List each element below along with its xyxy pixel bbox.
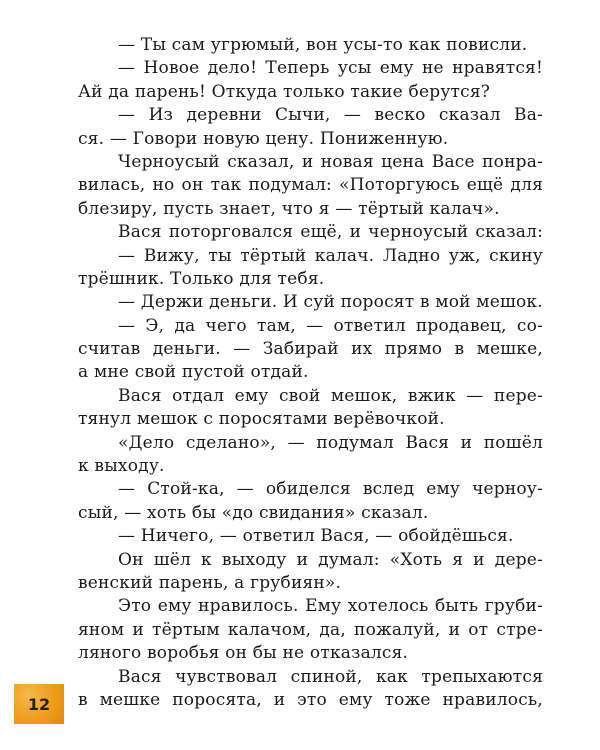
text-line: Вася отдал ему свой мешок, вжик — пере-: [118, 385, 543, 406]
text-line: — Новое дело! Теперь усы ему не нравятся!: [118, 58, 543, 79]
text-line: трёшник. Только для тебя.: [78, 268, 325, 289]
text-line: яном и тёртым калачом, да, пожалуй, и от стре-: [78, 619, 543, 640]
text-line: Вася поторговался ещё, и черноусый сказал:: [118, 222, 543, 243]
text-line: — Стой-ка, — обиделся вслед ему черноу-: [118, 479, 543, 500]
text-line: Это ему нравилось. Ему хотелось быть груби-: [118, 596, 543, 617]
text-line: «Дело сделано», — подумал Вася и пошёл: [118, 432, 543, 453]
text-line: к выходу.: [78, 456, 165, 477]
text-line: вилась, но он так подумал: «Поторгуюсь ещё для: [78, 175, 543, 196]
text-line: ляного воробья он бы не отказался.: [78, 643, 409, 664]
text-line: ся. — Говори новую цену. Пониженную.: [78, 128, 449, 149]
text-line: Черноусый сказал, и новая цена Васе понра-: [118, 151, 543, 172]
text-line: сый, — хоть бы «до свидания» сказал.: [78, 502, 429, 523]
text-line: считав деньги. — Забирай их прямо в мешке,: [78, 339, 543, 360]
text-line: венский парень, а грубиян».: [78, 572, 342, 593]
text-line: тянул мешок с поросятами верёвочкой.: [78, 409, 445, 430]
text-line: а мне свой пустой отдай.: [78, 362, 309, 383]
page-number: 12: [14, 684, 64, 724]
text-line: Ай да парень! Откуда только такие берутся?: [78, 81, 491, 102]
text-line: — Держи деньги. И суй поросят в мой мешок.: [118, 292, 543, 313]
text-line: в мешке поросята, и это ему тоже нравилось,: [78, 689, 543, 710]
text-line: — Вижу, ты тёртый калач. Ладно уж, скину: [118, 245, 543, 266]
text-line: — Э, да чего там, — ответил продавец, со-: [118, 315, 543, 336]
text-line: блезиру, пусть знает, что я — тёртый калач».: [78, 198, 500, 219]
story-text: [78, 34, 543, 712]
text-line: Вася чувствовал спиной, как трепыхаются: [118, 666, 543, 687]
text-line: — Ты сам угрюмый, вон усы-то как повисли.: [118, 35, 528, 55]
text-line: Он шёл к выходу и думал: «Хоть я и дере-: [118, 549, 543, 570]
text-line: — Из деревни Сычи, — веско сказал Ва-: [118, 105, 543, 126]
text-line: — Ничего, — ответил Вася, — обойдёшься.: [118, 526, 514, 547]
